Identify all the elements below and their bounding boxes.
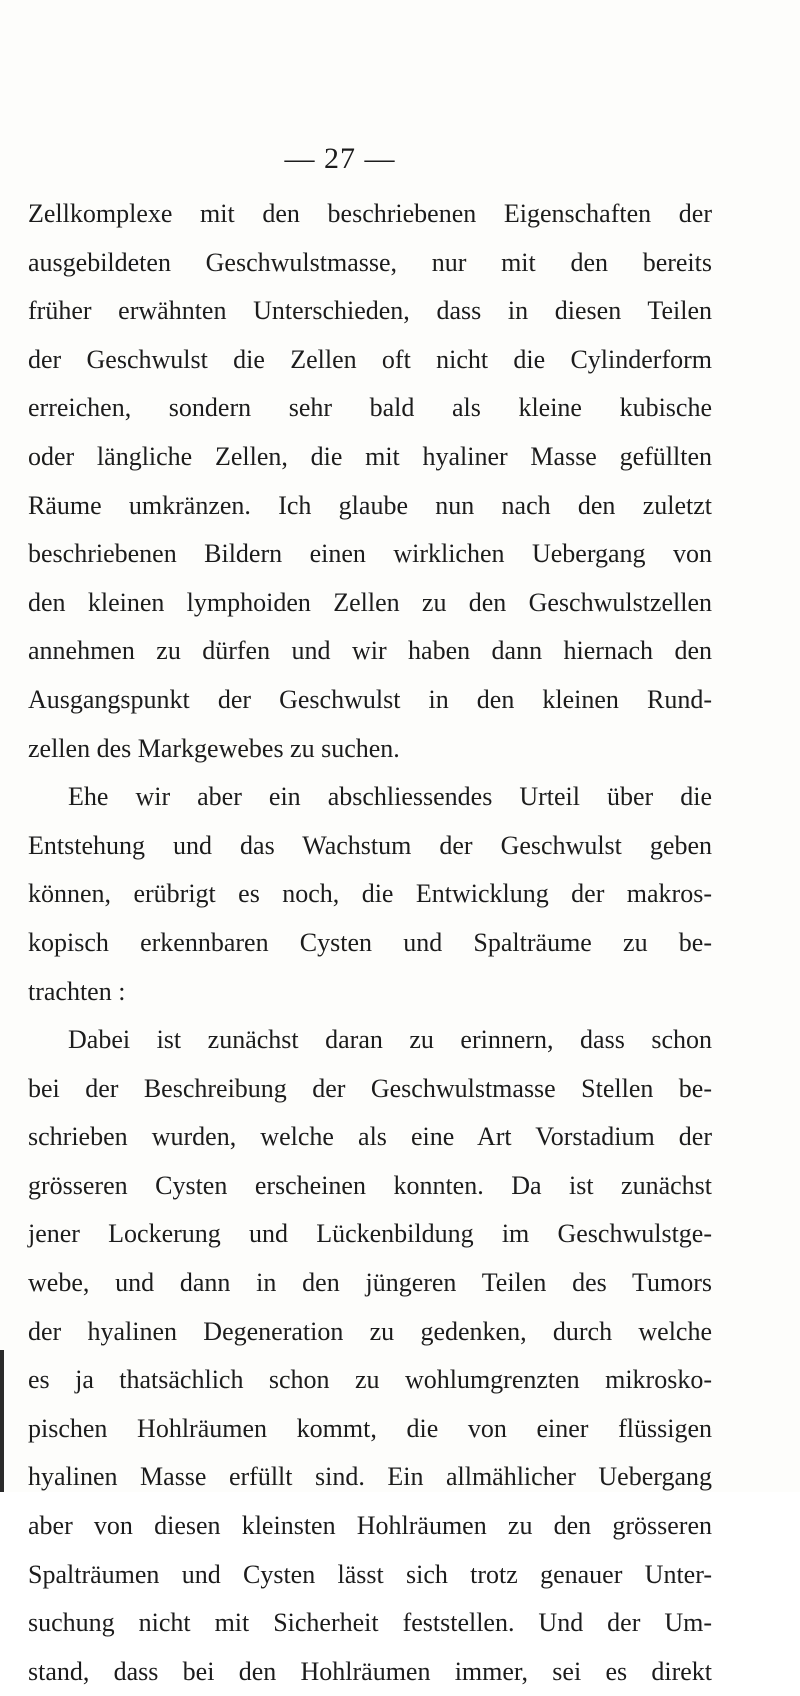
text-line: aber von diesen kleinsten Hohlräumen zu den grösseren (28, 1511, 712, 1541)
text-line: Spalträumen und Cysten lässt sich trotz genauer Unter- (28, 1559, 712, 1589)
paragraph-start-line: Ehe wir aber ein abschliessendes Urteil über die (68, 782, 712, 812)
text-line: grösseren Cysten erscheinen konnten. Da ist zunächst (28, 1170, 712, 1200)
text-line: pischen Hohlräumen kommt, die von einer flüssigen (28, 1413, 712, 1443)
text-line: können, erübrigt es noch, die Entwicklung der makros- (28, 879, 712, 909)
text-line: schrieben wurden, welche als eine Art Vorstadium der (28, 1122, 712, 1152)
text-line: webe, und dann in den jüngeren Teilen des Tumors (28, 1268, 712, 1298)
text-line: kopisch erkennbaren Cysten und Spalträume zu be- (28, 927, 712, 957)
text-line: ausgebildeten Geschwulstmasse, nur mit den bereits (28, 247, 712, 277)
text-line: hyalinen Masse erfüllt sind. Ein allmählicher Uebergang (28, 1462, 712, 1492)
text-line: der hyalinen Degeneration zu gedenken, durch welche (28, 1316, 712, 1346)
text-line: es ja thatsächlich schon zu wohlumgrenzten mikrosko- (28, 1365, 712, 1395)
text-line: erreichen, sondern sehr bald als kleine kubische (28, 393, 712, 423)
text-line: trachten : (28, 976, 126, 1006)
text-line: der Geschwulst die Zellen oft nicht die Cylinderform (28, 344, 712, 374)
text-line: suchung nicht mit Sicherheit feststellen. Und der Um- (28, 1608, 712, 1638)
page-edge-shadow (0, 1350, 4, 1492)
text-line: früher erwähnten Unterschieden, dass in diesen Teilen (28, 296, 712, 326)
text-line: Zellkomplexe mit den beschriebenen Eigenschaften der (28, 199, 712, 228)
text-line: annehmen zu dürfen und wir haben dann hiernach den (28, 636, 712, 666)
text-line: den kleinen lymphoiden Zellen zu den Geschwulstzellen (28, 587, 712, 617)
page-number: — 27 — (284, 142, 396, 175)
text-line: Räume umkränzen. Ich glaube nun nach den zuletzt (28, 490, 712, 520)
text-line: jener Lockerung und Lückenbildung im Geschwulstge- (28, 1219, 712, 1249)
text-line: beschriebenen Bildern einen wirklichen Uebergang von (28, 539, 712, 569)
text-line: zellen des Markgewebes zu suchen. (28, 733, 400, 763)
text-line: oder längliche Zellen, die mit hyaliner Masse gefüllten (28, 441, 712, 471)
body-text (28, 190, 712, 1696)
text-line: Ausgangspunkt der Geschwulst in den kleinen Rund- (28, 684, 712, 714)
text-line: Entstehung und das Wachstum der Geschwulst geben (28, 830, 712, 860)
text-line: stand, dass bei den Hohlräumen immer, sei es direkt (28, 1656, 712, 1686)
paragraph-start-line: Dabei ist zunächst daran zu erinnern, dass schon (68, 1025, 712, 1055)
text-line: bei der Beschreibung der Geschwulstmasse Stellen be- (28, 1073, 712, 1103)
